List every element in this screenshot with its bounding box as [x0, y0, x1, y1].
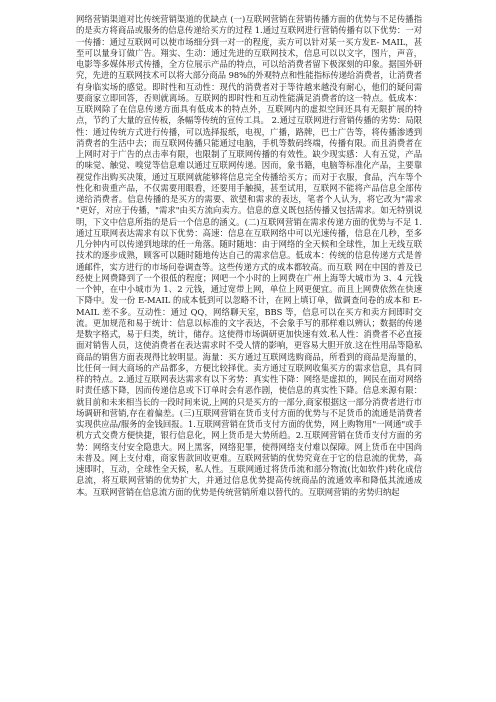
- document-body-text: 网络营销渠道对比传统营销渠道的优缺点 (一)互联网营销在营销传播方面的优势与不足传播指的是卖方将商品或服务的信息传递给买方的过程 1.通过互联网进行营销传播有以下优势：一对一传播：通过互联网可以使市场细分到一对一的程度，卖方可以针对某一买方发E- MAIL，甚至可以量身订做广告。翔实、生动：通过先进的互联网技术，信息可以以文字，图片，声音，电影等多媒体形式传播，全方位展示产品的特点，可以给消费者留下极深刻的印象。据国外研究，先进的互联网技术可以将大部分商品 98%的外观特点和性能指标传递给消费者，让消费者有身临实场的感觉。即时性和互动性：现代的消费者对于等待越来越没有耐心，他们的疑问需要商家立即回答，否则就离场。互联网的即时性和互动性能满足消费者的这一特点。低成本：互联网除了在信息传递方面具有低成本的特点外，互联网内的虚拟空间还具有无限扩展的特点，节约了大量的宣传板，条幅等传统的宣传工具。 2.通过互联网进行营销传播的劣势：局限性：通过传统方式进行传播，可以选择报纸，电视，广播，路牌，巴士广告等，将传播渗透到消费者的生活中去；而互联网传播只能通过电脑，手机等数码终端，传播有限。而且消费者在上网时对于广告的点击率有限，也限制了互联网传播的有效性。缺少现实感：人有五觉，产品的味觉、触觉、嗅觉等信息难以通过互联网传递。因而，象书籍，电脑等标准化产品，主要靠视觉作出购买决策，通过互联网就能够将信息完全传播给买方；而对于衣服，食品，汽车等个性化和贵重产品，不仅需要用眼看，还要用手触摸，甚至试用，互联网不能将产品信息全部传递给消费者。信息传播的是买方的需要、欲望和需求的表达，笔者个人认为，将它改为"需求 "更好，对应于传播，"需求"由买方流向卖方。信息的意义既包括传播又包括需求。如无特别说明，下文中信息所指的是后一个信息的涵义。(二)互联网营销在需求传递方面的优势与不足 1.通过互联网表达需求有以下优势：高速：信息在互联网络中可以光速传播，信息在几秒，至多几分钟内可以传递到地球的任一角落。随时随地：由于网络的全天候和全球性，加上无线互联技术的逐步成熟，顾客可以随时随地传达自己的需求信息。低成本：传统的信息传递方式是普通邮件，实方进行的市场问卷调查等。这些传递方式的成本都较高。而互联 网在中国的普及已经使上网费降到了一个很低的程度；网吧一个小时的上网费在广州上海等大城市为 3、4 元钱一个钟，在中小城市为 1、2 元钱，通过宽带上网，单位上网更便宜。而且上网费依然在快速下降中。发一份 E-MAIL 的成本低到可以忽略不计，在网上填订单，做调查问卷的成本和 E-MAIL 差不多。互动性：通过 QQ，网络聊天室，BBS 等，信息可以在买方和卖方间即时交流。更加规范和易于统计：信息以标准的文字表达，不会象手写的那样难以辨认；数据的传递是数字格式，易于归类，统计，储存。这使得市场调研更加快速有效.私人性：消费者不必直接面对销售人员，这使消费者在表达需求时不受人情的影响，更容易大胆开放.这在性用品等隐私商品的销售方面表现得比较明显。海量：买方通过互联网选购商品，所看到的商品是海量的，比任何一间大商场的产品都多，方便比较择优。卖方通过互联网收集买方的需求信息，具有同样的特点。2.通过互联网表达需求有以下劣势：真实性下降：网络是虚拟的，网民在面对网络时责任感下降，因而传递信息或下订单时会有恶作剧，使信息的真实性下降。信息来源有限：就目前和未来相当长的一段时间来说,上网的只是买方的一部分,商家根据这一部分消费者进行市场调研和营销,存在着偏差。(三)互联网营销在货币支付方面的优势与不足货币的流通是消费者实现供应品/服务的金钱回报。1.互联网营销在货币支付方面的优势，网上购物用"一网通"或手机方式交费方便快捷，银行信息化，网上货币是大势所趋。2.互联网营销在货币支付方面的劣势：网络支付安全隐患大。网上黑客，网络犯罪，使得网络支付难以保障。网上货币在中国尚未普及。网上支付难，商家售款回收更难。互联网营销的优势究竟在于它的信息流的优势，高速即时，互动，全球性全天候，私人性。互联网通过将货币流和部分物流(比如软件)转化成信息流，将互联网营销的优势扩大，并通过信息优势提高传统商品的流通效率和降低其流通成本。互联网营销在信息流方面的优势是传统营销所难以替代的。互联网营销的劣势归纳起: [76, 14, 422, 497]
